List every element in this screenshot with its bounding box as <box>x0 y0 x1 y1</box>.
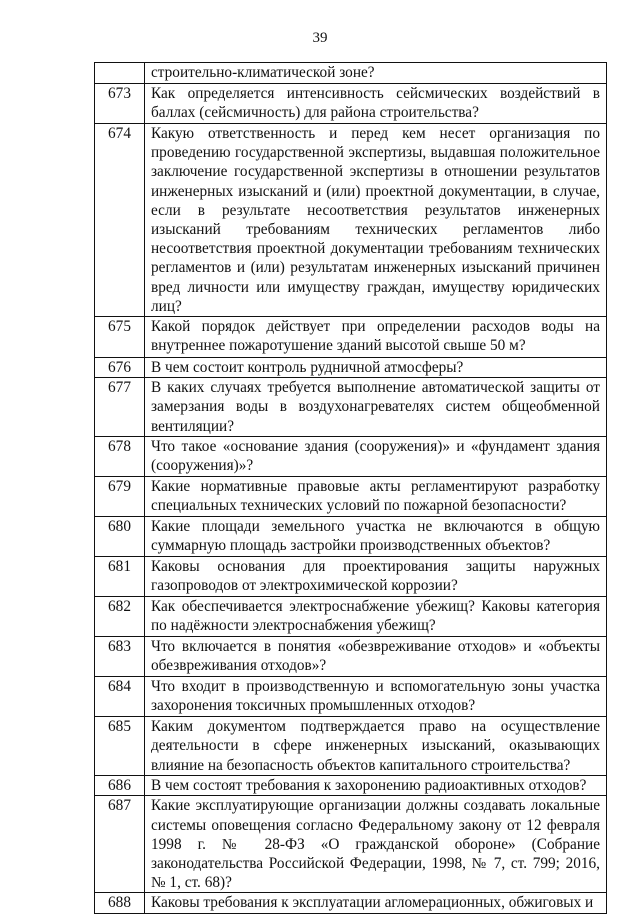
question-number: 687 <box>95 796 145 893</box>
table-row <box>95 717 607 776</box>
page-number: 39 <box>312 30 328 46</box>
table-row <box>95 893 607 913</box>
question-text: Что включается в понятия «обезвреживание отходов» и «объекты обезвреживания отходов»? <box>145 637 607 677</box>
question-number: 673 <box>95 84 145 124</box>
question-number: 676 <box>95 358 145 378</box>
table-row <box>95 378 607 437</box>
question-number: 675 <box>95 317 145 358</box>
question-number: 688 <box>95 893 145 913</box>
question-text: Какие эксплуатирующие организации должны создавать локальные системы оповещения согласно Федеральному закону от 12 февраля 1998 г. № 28-ФЗ «О гражданской обороне» (Собрание законодательства Российской Федерации, 1998, № 7, ст. 799; 2016, № 1, ст. 68)? <box>145 796 607 893</box>
question-number: 680 <box>95 517 145 557</box>
question-text: В каких случаях требуется выполнение автоматической защиты от замерзания воды в воздухонагревателях систем общеобменной вентиляции? <box>145 378 607 437</box>
question-text: Какой порядок действует при определении расходов воды на внутреннее пожаротушение зданий высотой свыше 50 м? <box>145 317 607 358</box>
question-number: 681 <box>95 557 145 597</box>
question-text: Как определяется интенсивность сейсмических воздействий в баллах (сейсмичность) для района строительства? <box>145 84 607 124</box>
table-row <box>95 796 607 893</box>
table-row <box>95 597 607 637</box>
question-text: Каковы основания для проектирования защиты наружных газопроводов от электрохимической коррозии? <box>145 557 607 597</box>
question-number: 685 <box>95 717 145 776</box>
question-number: 683 <box>95 637 145 677</box>
question-text: Что входит в производственную и вспомогательную зоны участка захоронения токсичных промышленных отходов? <box>145 677 607 717</box>
question-text: Какие нормативные правовые акты регламентируют разработку специальных технических условий по пожарной безопасности? <box>145 477 607 517</box>
table-row <box>95 776 607 796</box>
question-number: 679 <box>95 477 145 517</box>
question-text: Что такое «основание здания (сооружения)» и «фундамент здания (сооружения)»? <box>145 437 607 477</box>
table-row <box>95 437 607 477</box>
table-row <box>95 63 607 84</box>
table-row <box>95 677 607 717</box>
table-row <box>95 358 607 378</box>
table-row <box>95 477 607 517</box>
question-number: 686 <box>95 776 145 796</box>
question-number: 684 <box>95 677 145 717</box>
question-number: 682 <box>95 597 145 637</box>
question-text: Каковы требования к эксплуатации агломерационных, обжиговых и <box>145 893 607 913</box>
question-text: Какую ответственность и перед кем несет организация по проведению государственной экспертизы, выдавшая положительное заключение государственной экспертизы в отношении результатов инженерных изысканий и (или) проектной документации, в случае, если в результате несоответствия результатов инженерных изысканий требованиям технических регламентов либо несоответствия проектной документации требованиям технических регламентов и (или) результатам инженерных изысканий причинен вред личности или имуществу граждан, имуществу юридических лиц? <box>145 124 607 317</box>
question-number: 677 <box>95 378 145 437</box>
question-text: Как обеспечивается электроснабжение убежищ? Каковы категория по надёжности электроснабжения убежищ? <box>145 597 607 637</box>
question-text: Какие площади земельного участка не включаются в общую суммарную площадь застройки производственных объектов? <box>145 517 607 557</box>
question-text: строительно-климатической зоне? <box>145 63 607 84</box>
table-row <box>95 84 607 124</box>
table-row <box>95 557 607 597</box>
question-text: Каким документом подтверждается право на осуществление деятельности в сфере инженерных изысканий, оказывающих влияние на безопасность объектов капитального строительства? <box>145 717 607 776</box>
table-row <box>95 124 607 317</box>
table-row <box>95 317 607 358</box>
question-text: В чем состоят требования к захоронению радиоактивных отходов? <box>145 776 607 796</box>
question-number <box>95 63 145 84</box>
table-row <box>95 517 607 557</box>
question-number: 678 <box>95 437 145 477</box>
question-text: В чем состоит контроль рудничной атмосферы? <box>145 358 607 378</box>
questions-table <box>94 62 607 914</box>
table-row <box>95 637 607 677</box>
question-number: 674 <box>95 124 145 317</box>
